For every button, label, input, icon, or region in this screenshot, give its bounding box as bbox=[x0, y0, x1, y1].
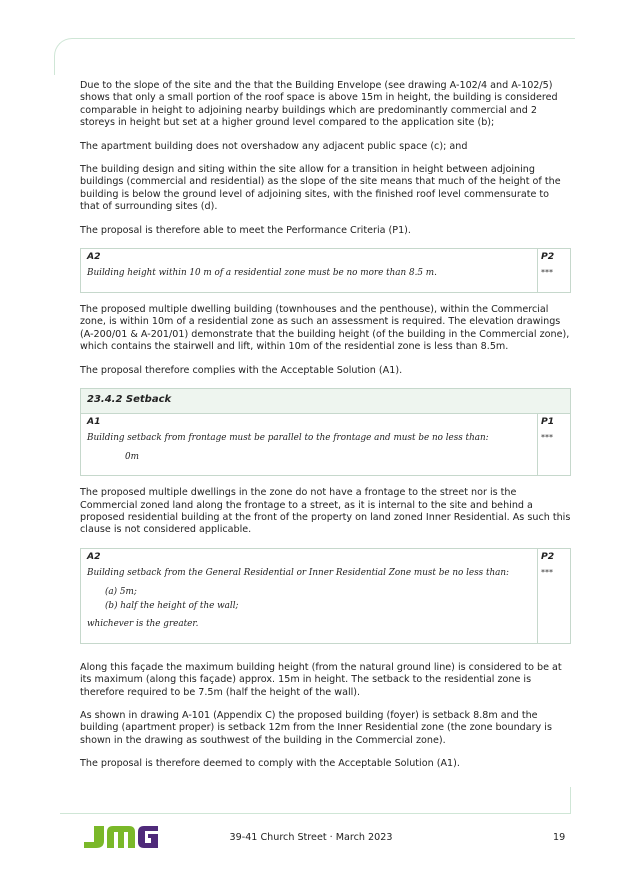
page-content bbox=[80, 80, 571, 782]
page-frame-top bbox=[54, 38, 575, 75]
acceptable-solution-text: Building height within 10 m of a residential zone must be no more than 8.5 m. bbox=[87, 268, 437, 279]
list-item: (b) half the height of the wall; bbox=[105, 600, 239, 611]
performance-criteria-text: *** bbox=[541, 268, 553, 278]
setback-value: 0m bbox=[125, 451, 139, 462]
paragraph: Due to the slope of the site and the that the Building Envelope (see drawing A-102/4 and A-102/5) shows that only a small portion of the roof space is above 15m in height, the building is considered comparable in height to adjoining nearby buildings which are predominantly commercial and 2 storeys in height but set at a higher ground level compared to the application site (b); bbox=[80, 80, 558, 129]
acceptable-solution-code: A2 bbox=[87, 251, 101, 263]
page-footer bbox=[0, 820, 622, 856]
paragraph: The proposal therefore complies with the Acceptable Solution (A1). bbox=[80, 364, 403, 376]
paragraph: The proposal is therefore deemed to comply with the Acceptable Solution (A1). bbox=[80, 758, 460, 770]
paragraph: The proposed multiple dwellings in the zone do not have a frontage to the street nor is the Commercial zoned land along the frontage to a street, as it is internal to the site and behind a proposed residential building at the front of the property on land zoned Inner Residential. As such this clause is not considered applicable. bbox=[80, 487, 571, 536]
paragraph: As shown in drawing A-101 (Appendix C) the proposed building (foyer) is setback 8.8m and the building (apartment proper) is setback 12m from the Inner Residential zone (the zone boundary is shown in the drawing as southwest of the building in the Commercial zone). bbox=[80, 710, 552, 746]
acceptable-solution-text: Building setback from the General Residential or Inner Residential Zone must be no less than: bbox=[87, 568, 510, 579]
performance-criteria-text: *** bbox=[541, 568, 553, 578]
criteria-table-height bbox=[80, 248, 571, 293]
paragraph: The proposed multiple dwelling building (townhouses and the penthouse), within the Commercial zone, is within 10m of a residential zone as such an assessment is required. The elevation drawings (A-200/01 & A-201/01) demonstrate that the building height (of the building in the Commercial zone), which contains the stairwell and lift, within 10m of the residential zone is less than 8.5m. bbox=[80, 303, 570, 353]
acceptable-solution-text: Building setback from frontage must be parallel to the frontage and must be no less than: bbox=[87, 433, 489, 444]
page-frame-bottom bbox=[60, 787, 571, 814]
acceptable-solution-code: A1 bbox=[87, 415, 101, 427]
acceptable-solution-code: A2 bbox=[87, 550, 101, 562]
acceptable-solution-tail: whichever is the greater. bbox=[87, 619, 199, 630]
performance-criteria-code: P2 bbox=[541, 251, 555, 263]
setback-list bbox=[87, 586, 531, 613]
performance-criteria-code: P1 bbox=[541, 415, 555, 427]
paragraph: Along this façade the maximum building height (from the natural ground line) is considered to be at its maximum (along this façade) approx. 15m in height. The setback to the residential zone is therefore required to be 7.5m (half the height of the wall). bbox=[80, 661, 562, 698]
criteria-table-setback-residential bbox=[80, 548, 571, 644]
performance-criteria-code: P2 bbox=[541, 550, 555, 562]
list-item: (a) 5m; bbox=[105, 586, 137, 597]
footer-title: 39-41 Church Street · March 2023 bbox=[229, 832, 393, 843]
paragraph: The building design and siting within the site allow for a transition in height between adjoining buildings (commercial and residential) as the slope of the site means that much of the height of the building is below the ground level of adjoining sites, with the finished roof level commensurate to that of surrounding sites (d). bbox=[80, 164, 561, 213]
paragraph: The proposal is therefore able to meet the Performance Criteria (P1). bbox=[80, 224, 411, 236]
paragraph: The apartment building does not overshadow any adjacent public space (c); and bbox=[80, 140, 468, 152]
performance-criteria-text: *** bbox=[541, 433, 553, 443]
page-number: 19 bbox=[553, 832, 566, 843]
criteria-table-setback-frontage bbox=[80, 388, 571, 476]
section-heading: 23.4.2 Setback bbox=[81, 389, 570, 414]
